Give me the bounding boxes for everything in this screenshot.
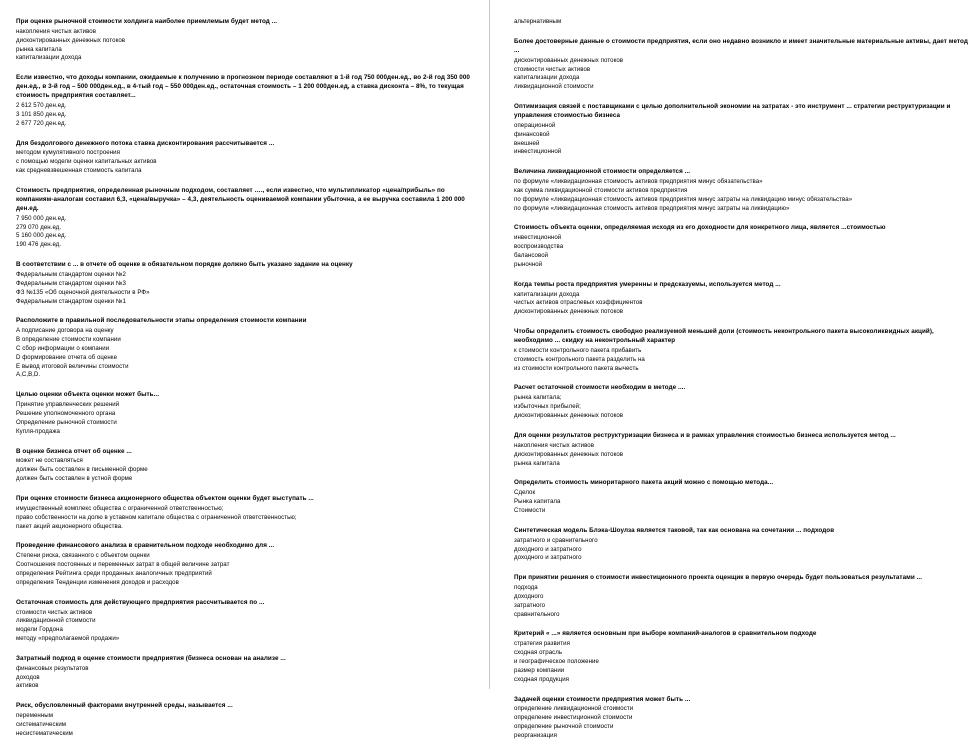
question-text: Затратный подход в оценке стоимости предприятия (бизнеса основан на анализе ... (16, 654, 286, 662)
option-item[interactable]: дисконтированных денежных потоков (16, 36, 126, 44)
question-text: При оценке рыночной стоимости холдинга наиболее приемлемым будет метод ... (16, 18, 278, 25)
option-item[interactable]: дисконтированных денежных потоков (514, 450, 624, 458)
question-text: При принятии решения о стоимости инвестиционного проекта оценщик в первую очередь будет пользоваться результатами ... (514, 574, 923, 582)
option-item[interactable]: внешней (514, 139, 540, 147)
question-block (514, 574, 972, 619)
option-item[interactable]: как средневзвешенная стоимость капитала (16, 167, 142, 175)
question-text: Расчет остаточной стоимости необходим в методе .... (514, 384, 686, 392)
option-item[interactable]: затратного и сравнительного (514, 536, 598, 544)
option-item[interactable]: с помощью модели оценки капитальных активов (16, 158, 157, 166)
option-item[interactable]: рыночной (514, 260, 543, 268)
option-item[interactable]: избыточных прибылей; (514, 403, 581, 411)
option-item[interactable]: балансовой (514, 252, 549, 260)
question-text: Проведение финансового анализа в сравнительном подходе необходимо для ... (16, 542, 275, 550)
question-block (16, 702, 476, 738)
option-item[interactable]: капитализации дохода (16, 54, 82, 62)
option-item[interactable]: воспроизводства (514, 243, 564, 251)
option-item[interactable]: сходная отрасль (514, 649, 563, 657)
question-block (514, 479, 972, 515)
right-column (490, 0, 980, 739)
question-block (514, 630, 972, 684)
question-block (16, 187, 476, 250)
option-item[interactable]: 2 612 570 ден.ед. (16, 102, 67, 110)
option-item[interactable]: доходов (16, 673, 40, 681)
question-block (16, 140, 476, 176)
question-block (16, 261, 476, 306)
option-item[interactable]: определение рыночной стоимости (514, 723, 614, 731)
option-item[interactable]: накопления чистых активов (514, 441, 595, 449)
option-item[interactable]: модели Гордона (16, 626, 63, 634)
option-item[interactable]: Определение рыночной стоимости (16, 418, 117, 426)
option-item[interactable]: по формуле «ликвидационная стоимость активов предприятия минус затраты на ликвидацию» (514, 204, 790, 212)
option-item[interactable]: инвестиционной (514, 148, 562, 156)
question-block (514, 696, 972, 741)
question-text: Задачей оценки стоимости предприятия может быть ... (514, 695, 691, 703)
question-block (16, 655, 476, 691)
question-block (514, 527, 972, 563)
option-item[interactable]: подхода (514, 584, 538, 592)
question-block (16, 74, 476, 128)
question-text: Когда темпы роста предприятия умеренны и предсказуемы, используется метод ... (514, 280, 781, 288)
option-item[interactable]: Степени риска, связанного с объектом оценки (16, 552, 150, 560)
option-item[interactable]: дисконтированных денежных потоков (514, 56, 624, 64)
option-item[interactable]: A подписание договора на оценку (16, 327, 114, 335)
option-item[interactable]: A,C,B,D. (16, 371, 41, 379)
question-block (16, 495, 476, 531)
option-item[interactable]: дисконтированных денежных потоков (514, 308, 624, 316)
option-item[interactable]: финансовых результатов (16, 664, 89, 672)
question-block (16, 18, 476, 63)
option-item[interactable]: стоимости чистых активов (16, 608, 93, 616)
option-item[interactable]: C сбор информации о компании (16, 344, 110, 352)
option-item[interactable]: Федеральным стандартом оценки №3 (16, 279, 126, 287)
column-divider (489, 0, 490, 689)
option-item[interactable]: должен быть составлен в устной форме (16, 475, 133, 483)
option-item[interactable]: капитализации дохода (514, 74, 580, 82)
question-text: Расположите в правильной последовательности этапы определения стоимости компании (16, 317, 307, 325)
question-text: Синтетическая модель Блэка-Шоулза является таковой, так как основана на сочетании ... подходов (514, 526, 835, 534)
option-item[interactable]: по формуле «ликвидационная стоимость активов предприятия минус затраты на ликвидацию минус обязательства» (514, 195, 853, 203)
option-item[interactable]: 190 476 ден.ед. (16, 241, 62, 249)
option-item[interactable]: из стоимости контрольного пакета вычесть (514, 364, 639, 372)
option-item[interactable]: D формирование отчета об оценке (16, 353, 118, 361)
option-item[interactable]: сходная продукция (514, 675, 570, 683)
option-item[interactable]: дисконтированных денежных потоков (514, 412, 624, 420)
option-item[interactable]: пакет акций акционерного общества. (16, 522, 123, 530)
question-block (16, 391, 476, 436)
option-item[interactable]: ликвидационной стоимости (514, 83, 594, 91)
option-item[interactable]: определение инвестиционной стоимости (514, 714, 633, 722)
question-text: Если известно, что доходы компании, ожидаемые к получению в прогнозном периоде составляют в 1-й год 750 000ден.ед., во 2-й год 350 000 ден.ед., в 3-й год – 500 000ден.ед., в 4-тый год – 550 000ден.ед., остаточная стоимость – 1 200 000ден.ед, а ставка дисконта – 8%, то текущая стоимость предприятия составляет... (16, 74, 470, 100)
orphan-option-line[interactable]: альтернативным (514, 18, 562, 25)
question-text: Оптимизация связей с поставщиками с целью дополнительной экономии на затратах - это инструмент ... стратегии реструктуризации и управления стоимостью бизнеса (514, 103, 951, 119)
question-block (514, 224, 972, 269)
option-item[interactable]: Купля-продажа (16, 427, 60, 435)
option-item[interactable]: переменным (16, 712, 53, 720)
question-block (16, 542, 476, 587)
option-item[interactable]: 5 160 000 ден.ед. (16, 232, 67, 240)
option-item[interactable]: операционной (514, 121, 556, 129)
option-item[interactable]: определения Рейтинга среди проданных аналогичных предприятий (16, 569, 212, 577)
option-item[interactable]: рынка капитала (514, 459, 560, 467)
option-item[interactable]: 7 950 000 ден.ед. (16, 214, 67, 222)
question-block (514, 384, 972, 420)
option-item[interactable]: рынка капитала; (514, 394, 562, 402)
question-block (514, 103, 972, 157)
option-item[interactable]: право собственности на долю в уставном капитале общества с ограниченной ответственностью; (16, 513, 297, 521)
question-block (514, 432, 972, 468)
option-item[interactable]: доходного (514, 592, 544, 600)
option-item[interactable]: накопления чистых активов (16, 27, 97, 35)
option-item[interactable]: доходного и затратного (514, 554, 582, 562)
question-text: Определить стоимость миноритарного пакета акций можно с помощью метода... (514, 479, 774, 487)
option-item[interactable]: определения Тенденции изменения доходов и расходов (16, 578, 179, 586)
option-item[interactable]: имущественный комплекс общества с ограниченной ответственностью; (16, 504, 224, 512)
option-item[interactable]: 2 677 720 ден.ед. (16, 119, 67, 127)
option-item[interactable]: методу «предполагаемой продажи» (16, 635, 120, 643)
option-item[interactable]: E вывод итоговой величины стоимости (16, 362, 129, 370)
question-block (16, 448, 476, 484)
option-item[interactable]: финансовой (514, 130, 550, 138)
option-item[interactable]: ликвидационной стоимости (16, 617, 96, 625)
question-text: Для бездолгового денежного потока ставка дисконтирования рассчитывается ... (16, 139, 275, 147)
option-item[interactable]: 279 070 ден.ед. (16, 223, 62, 231)
question-block (514, 328, 972, 373)
option-item[interactable]: B определение стоимости компании (16, 336, 121, 344)
question-text: При оценке стоимости бизнеса акционерного общества объектом оценки будет выступать ... (16, 494, 314, 502)
option-item[interactable]: Рынка капитала (514, 498, 561, 506)
option-item[interactable]: размер компании (514, 666, 565, 674)
option-item[interactable]: затратного (514, 601, 546, 609)
option-item[interactable]: должен быть составлен в письменной форме (16, 466, 148, 474)
question-text: Для оценки результатов реструктуризации бизнеса и в рамках управления стоимостью бизнеса используется метод ... (514, 431, 896, 439)
question-text: Величина ликвидационной стоимости определяется ... (514, 168, 691, 176)
option-item[interactable]: рынка капитала (16, 45, 62, 53)
option-item[interactable]: капитализации дохода (514, 290, 580, 298)
option-item[interactable]: несистематическим (16, 729, 73, 737)
question-text: Более достоверные данные о стоимости предприятия, если оно недавно возникло и имеет значительные материальные активы, дает метод ... (514, 37, 968, 54)
question-text: Чтобы определить стоимость свободно реализуемой меньшей доли (стоимость неконтрольного пакета высоколиквидных акций), необходимо ... скидку на неконтрольный характер (514, 328, 934, 345)
option-item[interactable]: Соотношения постоянных и переменных затрат в общей величине затрат (16, 561, 230, 569)
left-column (0, 0, 490, 737)
option-item[interactable]: доходного и затратного (514, 545, 582, 553)
option-item[interactable]: стоимости чистых активов (514, 65, 591, 73)
option-item[interactable]: методом кумулятивного построения (16, 149, 120, 157)
question-text: Стоимость предприятия, определенная рыночным подходом, составляет …., если известно, что мультипликатор «цена/прибыль» по компаниям-аналогам составил 6,3, «цена/выручка» – 4,3, деятельность оцениваемой компании убыточна, а ее выручка составила 1 200 000 ден.ед. (16, 186, 465, 212)
option-item[interactable]: стратегия развития (514, 640, 570, 648)
question-text: Стоимость объекта оценки, определяемая исходя из его доходности для конкретного лица, является ...стоимостью (514, 224, 886, 232)
option-item[interactable]: Сделок (514, 489, 536, 497)
option-item[interactable]: Федеральным стандартом оценки №2 (16, 271, 126, 279)
question-text: Риск, обусловленный факторами внутренней среды, называется ... (16, 702, 233, 710)
option-item[interactable]: Стоимости (514, 506, 546, 514)
option-item[interactable]: инвестиционной (514, 234, 562, 242)
option-item[interactable]: сравнительного (514, 610, 560, 618)
option-item[interactable]: систематическим (16, 721, 67, 729)
question-block (514, 281, 972, 317)
option-item[interactable]: Принятие управленческих решений (16, 401, 120, 409)
question-block (514, 38, 972, 92)
option-item[interactable]: 3 101 850 ден.ед. (16, 110, 67, 118)
question-text: Остаточная стоимость для действующего предприятия рассчитывается по ... (16, 598, 265, 606)
question-text: В оценке бизнеса отчет об оценке ... (16, 447, 132, 455)
option-item[interactable]: ФЗ №135 «Об оценочной деятельности в РФ» (16, 288, 150, 296)
option-item[interactable]: определение ликвидационной стоимости (514, 705, 634, 713)
option-item[interactable]: стоимость контрольного пакета разделить на (514, 355, 645, 363)
option-item[interactable]: может не составляться (16, 457, 83, 465)
question-text: В соответствии с ... в отчете об оценке в обязательном порядке должно быть указано задание на оценку (16, 261, 353, 269)
option-item[interactable]: как сумма ликвидационной стоимости активов предприятия (514, 186, 688, 194)
question-block (514, 168, 972, 213)
question-block (16, 599, 476, 644)
option-item[interactable]: чистых активов отраслевых коэффициентов (514, 299, 643, 307)
option-item[interactable]: и географическое положение (514, 658, 599, 666)
option-item[interactable]: активов (16, 682, 39, 690)
question-text: Критерий « ...» является основным при выборе компаний-аналогов в сравнительном подходе (514, 630, 817, 638)
option-item[interactable]: реорганизация (514, 731, 557, 739)
option-item[interactable]: Федеральным стандартом оценки №1 (16, 297, 126, 305)
option-item[interactable]: к стоимости контрольного пакета прибавить (514, 347, 642, 354)
option-item[interactable]: Решение уполномоченного органа (16, 410, 116, 418)
question-block (16, 317, 476, 380)
question-text: Целью оценки объекта оценки может быть... (16, 391, 160, 399)
option-item[interactable]: по формуле «ликвидационная стоимость активов предприятия минус обязательства» (514, 178, 763, 186)
